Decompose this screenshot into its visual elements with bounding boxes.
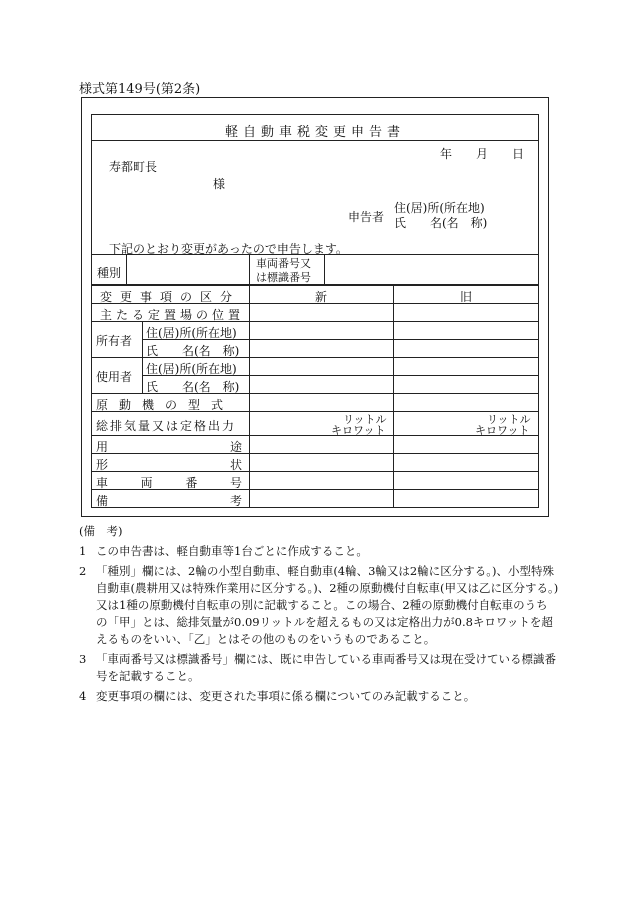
row-use-label (96, 438, 242, 455)
note-1-number: 1 (79, 544, 87, 558)
col-header-new: 新 (314, 290, 327, 304)
table-top-rule (91, 284, 539, 286)
form-number: 様式第149号(第2条) (79, 82, 201, 97)
user-name-label: 氏 名(名 称) (146, 380, 240, 394)
note-3-number: 3 (79, 652, 87, 666)
new-unit-liter: リットル (343, 413, 387, 426)
note-2-text: 「種別」欄には、2輪の小型自動車、軽自動車(4輪、3輪又は2輪に区分する。)、小型特殊自動車(農耕用又は特殊作業用に区分する。)、2種の原動機付自転車(甲又は乙に区分する。)又は1種の原動機付自転車の別に記載すること。この場合、2種の原動機付自転車のうちの「甲」とは、総排気量が0.09リットルを超えるもの又は定格出力が0.8キロワットを超えるものをいい、「乙」とはその他のものをいうものであること。 (96, 564, 559, 646)
old-unit-kw: キロワット (475, 424, 530, 437)
addressee-honorific: 様 (213, 177, 226, 191)
col-header-old: 旧 (459, 290, 472, 304)
note-1-text: この申告書は、軽自動車等1台ごとに作成すること。 (96, 544, 368, 558)
user-label: 使用者 (96, 370, 133, 384)
vehicle-number-label-2: は標識番号 (256, 271, 311, 284)
kind-value-divider (249, 254, 250, 284)
row-line (91, 435, 539, 436)
intro-text: 下記のとおり変更があったので申告します。 (109, 242, 348, 256)
declarant-address-label: 住(居)所(所在地) (394, 201, 485, 215)
note-4-text: 変更事項の欄には、変更された事項に係る欄についてのみ記載すること。 (96, 689, 476, 703)
title-divider (91, 140, 539, 141)
date-line: 年 月 日 (440, 147, 525, 161)
addressee: 寿都町長 (109, 160, 158, 174)
row-vehicle-no-char-2: 両 (140, 476, 153, 490)
col-divider-new-old (393, 285, 394, 507)
row-vehicle-no-label (96, 474, 242, 491)
kind-label: 種別 (97, 266, 122, 280)
kind-row-top (91, 254, 539, 255)
owner-name-label: 氏 名(名 称) (146, 344, 240, 358)
row-location-label: 主たる定置場の位置 (100, 308, 245, 322)
row-use-char-2: 途 (229, 440, 242, 454)
user-address-label: 住(居)所(所在地) (146, 362, 237, 376)
note-2-number: 2 (79, 564, 87, 578)
row-vehicle-no-char-3: 番 (185, 476, 198, 490)
vehicle-number-label-1: 車両番号又 (256, 257, 311, 270)
notes-heading: (備 考) (79, 524, 123, 538)
row-shape-char-2: 状 (229, 458, 242, 472)
new-unit-kw: キロワット (331, 424, 386, 437)
note-3 (79, 651, 559, 685)
row-remarks-char-1: 備 (96, 494, 109, 508)
col-divider-item-new (249, 285, 250, 507)
owner-label: 所有者 (96, 334, 133, 348)
owner-address-label: 住(居)所(所在地) (146, 326, 237, 340)
note-3-text: 「車両番号又は標識番号」欄には、既に申告している車両番号又は現在受けている標識番号を記載すること。 (96, 652, 556, 683)
note-4 (79, 688, 559, 705)
note-2 (79, 563, 559, 648)
old-unit-liter: リットル (487, 413, 531, 426)
form-title: 軽自動車税変更申告書 (224, 125, 405, 140)
notes-section (79, 523, 559, 705)
note-4-number: 4 (79, 689, 87, 703)
col-header-item: 変更事項の区分 (100, 290, 241, 304)
row-displacement-label: 総排気量又は定格出力 (96, 419, 237, 433)
row-vehicle-no-char-4: 号 (229, 476, 242, 490)
row-vehicle-no-char-1: 車 (96, 476, 109, 490)
declarant-label: 申告者 (348, 210, 385, 224)
row-remarks-char-2: 考 (229, 494, 242, 508)
row-remarks-label (96, 492, 242, 509)
row-shape-char-1: 形 (96, 458, 109, 472)
vehicle-number-divider (324, 254, 325, 284)
note-1 (79, 543, 559, 560)
row-shape-label (96, 456, 242, 473)
row-engine-label: 原動機の型式 (96, 398, 235, 412)
row-use-char-1: 用 (96, 440, 109, 454)
declarant-name-label: 氏 名(名 称) (394, 216, 488, 230)
kind-label-divider (126, 254, 127, 284)
